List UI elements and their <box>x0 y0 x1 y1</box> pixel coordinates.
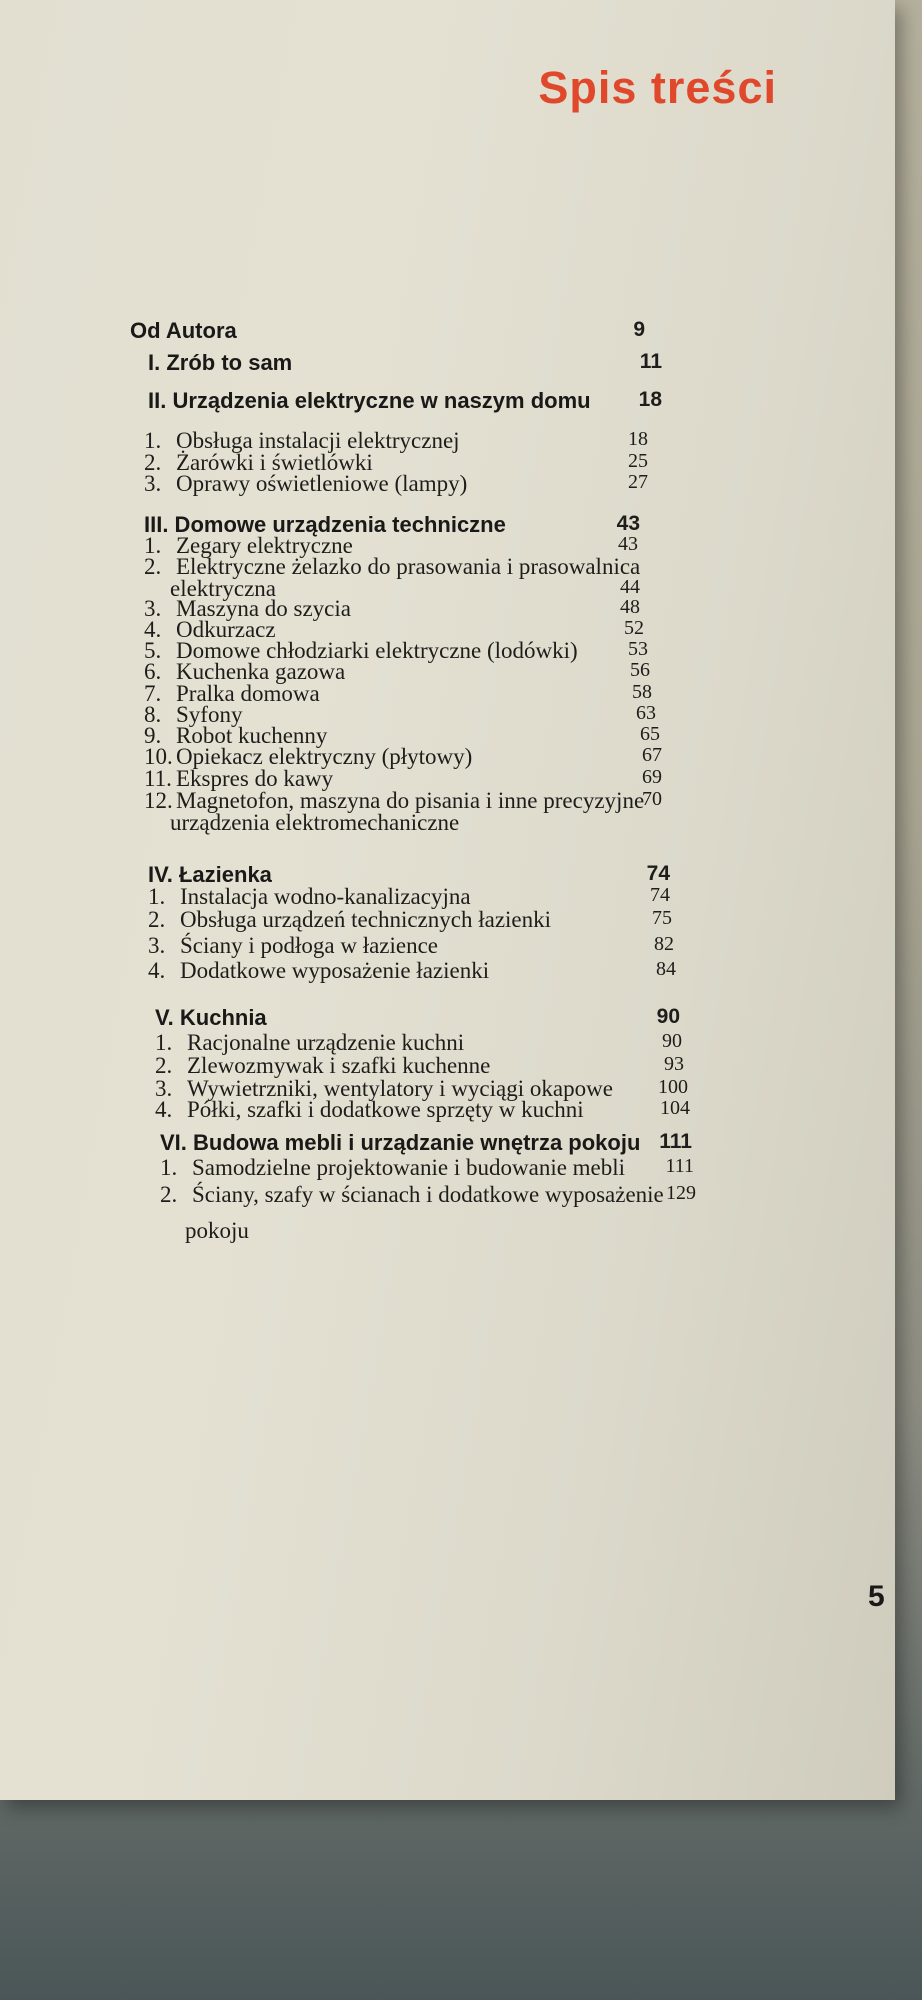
toc-entry-text: IV. Łazienka <box>148 862 272 887</box>
toc-entry-index: 3. <box>148 933 166 958</box>
toc-entry-text: Odkurzacz <box>176 617 276 642</box>
toc-section-row <box>0 388 895 422</box>
toc-entry-text: Robot kuchenny <box>176 723 328 748</box>
toc-page-number: 84 <box>656 958 676 980</box>
toc-page-number: 18 <box>628 428 648 450</box>
toc-entry-text: Dodatkowe wyposażenie łazienki <box>180 958 490 983</box>
page-title: Spis treści <box>538 62 777 113</box>
toc-entry-title <box>148 933 438 959</box>
toc-page-number: 82 <box>654 933 674 955</box>
toc-entry-text: Ściany, szafy w ścianach i dodatkowe wyposażenie <box>192 1182 664 1207</box>
toc-entry-text: V. Kuchnia <box>155 1005 267 1030</box>
toc-entry-index: 10. <box>144 744 173 769</box>
toc-page-number: 90 <box>656 1005 680 1028</box>
toc-entry-text: Zegary elektryczne <box>176 533 353 558</box>
toc-section-title <box>155 1005 267 1031</box>
toc-entry-index: 2. <box>148 907 166 932</box>
toc-page-number: 25 <box>628 450 648 472</box>
toc-entry-title <box>144 471 467 497</box>
toc-page-number: 63 <box>636 702 656 724</box>
toc-entry-text: III. Domowe urządzenia techniczne <box>144 512 506 537</box>
toc-entry-text: Obsługa instalacji elektrycznej <box>176 428 460 453</box>
toc-section-row <box>0 318 895 352</box>
toc-entry-title <box>185 1218 249 1244</box>
toc-page-number: 52 <box>624 617 644 639</box>
toc-entry-text: Instalacja wodno-kanalizacyjna <box>180 884 471 909</box>
toc-entry-text: Samodzielne projektowanie i budowanie mebli <box>192 1155 626 1180</box>
toc-entry-text: urządzenia elektromechaniczne <box>170 810 460 835</box>
toc-entry-index: 11. <box>144 766 172 791</box>
toc-page-number: 58 <box>632 681 652 703</box>
toc-entry-row <box>0 1097 895 1131</box>
toc-entry-text: elektryczna <box>170 576 276 601</box>
toc-entry-index: 6. <box>144 659 162 684</box>
toc-page-number: 100 <box>658 1076 688 1098</box>
toc-entry-index: 1. <box>144 428 162 453</box>
toc-entry-row <box>0 1218 895 1252</box>
toc-entry-text: Ekspres do kawy <box>176 766 334 791</box>
toc-entry-index: 4. <box>144 617 162 642</box>
toc-entry-index: 2. <box>144 554 162 579</box>
toc-entry-text: Maszyna do szycia <box>176 596 351 621</box>
toc-entry-text: Półki, szafki i dodatkowe sprzęty w kuchni <box>187 1097 584 1122</box>
toc-entry-text: Od Autora <box>130 318 237 343</box>
toc-page-number: 93 <box>664 1053 684 1075</box>
toc-page-number: 48 <box>620 596 640 618</box>
toc-entry-index: 5. <box>144 638 162 663</box>
toc-page-number: 18 <box>638 388 662 411</box>
toc-page-number: 104 <box>660 1097 690 1119</box>
toc-entry-row <box>0 471 895 505</box>
toc-entry-index: 12. <box>144 788 173 813</box>
toc-entry-title <box>170 810 459 836</box>
toc-page-number: 129 <box>666 1182 696 1204</box>
toc-entry-text: Ściany i podłoga w łazience <box>180 933 439 958</box>
toc-entry-index: 1. <box>148 884 166 909</box>
toc-page-number: 111 <box>665 1155 694 1177</box>
toc-section-title <box>148 350 292 376</box>
toc-entry-text: Syfony <box>176 702 243 727</box>
toc-entry-text: pokoju <box>185 1218 249 1243</box>
toc-entry-index: 3. <box>155 1076 173 1101</box>
toc-page-number: 67 <box>642 744 662 766</box>
toc-page-number: 74 <box>646 862 670 885</box>
toc-entry-title <box>148 907 551 933</box>
toc-entry-title <box>155 1097 584 1123</box>
toc-section-title <box>160 1130 640 1156</box>
toc-page-number: 56 <box>630 659 650 681</box>
toc-page-number: 74 <box>650 884 670 906</box>
toc-entry-index: 8. <box>144 702 162 727</box>
toc-entry-text: Magnetofon, maszyna do pisania i inne precyzyjne <box>176 788 645 813</box>
toc-entry-index: 4. <box>155 1097 173 1122</box>
toc-entry-text: Elektryczne żelazko do prasowania i prasowalnica <box>176 554 641 579</box>
toc-entry-text: Racjonalne urządzenie kuchni <box>187 1030 465 1055</box>
toc-entry-text: II. Urządzenia elektryczne w naszym domu <box>148 388 591 413</box>
toc-page-number: 111 <box>659 1130 692 1153</box>
page-number: 5 <box>868 1580 885 1613</box>
toc-entry-text: Kuchenka gazowa <box>176 659 346 684</box>
toc-page-number: 43 <box>618 533 638 555</box>
toc-entry-text: Obsługa urządzeń technicznych łazienki <box>180 907 552 932</box>
toc-page-number: 27 <box>628 471 648 493</box>
toc-entry-text: VI. Budowa mebli i urządzanie wnętrza pokoju <box>160 1130 641 1155</box>
toc-entry-title <box>160 1182 664 1208</box>
toc-entry-index: 7. <box>144 681 162 706</box>
toc-entry-text: Wywietrzniki, wentylatory i wyciągi okapowe <box>187 1076 613 1101</box>
toc-page-number: 75 <box>652 907 672 929</box>
toc-entry-row <box>0 958 895 992</box>
toc-section-title <box>148 388 591 414</box>
toc-page-number: 43 <box>616 512 640 535</box>
toc-page-number: 44 <box>620 576 640 598</box>
toc-entry-index: 1. <box>144 533 162 558</box>
toc-entry-text: Opiekacz elektryczny (płytowy) <box>176 744 473 769</box>
toc-entry-text: Oprawy oświetleniowe (lampy) <box>176 471 468 496</box>
toc-page-number: 53 <box>628 638 648 660</box>
toc-section-title <box>130 318 237 344</box>
toc-section-row <box>0 350 895 384</box>
toc-entry-text: I. Zrób to sam <box>148 350 293 375</box>
toc-entry-text: Zlewozmywak i szafki kuchenne <box>187 1053 491 1078</box>
toc-entry-row <box>0 810 895 844</box>
toc-entry-index: 3. <box>144 471 162 496</box>
toc-entry-index: 2. <box>144 450 162 475</box>
toc-entry-row <box>0 1182 895 1216</box>
toc-entry-index: 3. <box>144 596 162 621</box>
toc-entry-title <box>160 1155 625 1181</box>
toc-entry-text: Domowe chłodziarki elektryczne (lodówki) <box>176 638 578 663</box>
toc-page-number: 90 <box>662 1030 682 1052</box>
toc-entry-index: 2. <box>155 1053 173 1078</box>
toc-entry-title <box>148 958 489 984</box>
toc-page-number: 11 <box>639 350 662 373</box>
toc-entry-index: 4. <box>148 958 166 983</box>
toc-entry-index: 1. <box>155 1030 173 1055</box>
toc-entry-index: 2. <box>160 1182 178 1207</box>
toc-entry-index: 1. <box>160 1155 178 1180</box>
toc-entry-index: 9. <box>144 723 162 748</box>
toc-entry-text: Pralka domowa <box>176 681 320 706</box>
toc-page-number: 69 <box>642 766 662 788</box>
toc-page-number: 9 <box>633 318 645 341</box>
toc-page-number: 70 <box>642 788 662 810</box>
toc-entry-text: Żarówki i świetlówki <box>176 450 373 475</box>
toc-page-number: 65 <box>640 723 660 745</box>
